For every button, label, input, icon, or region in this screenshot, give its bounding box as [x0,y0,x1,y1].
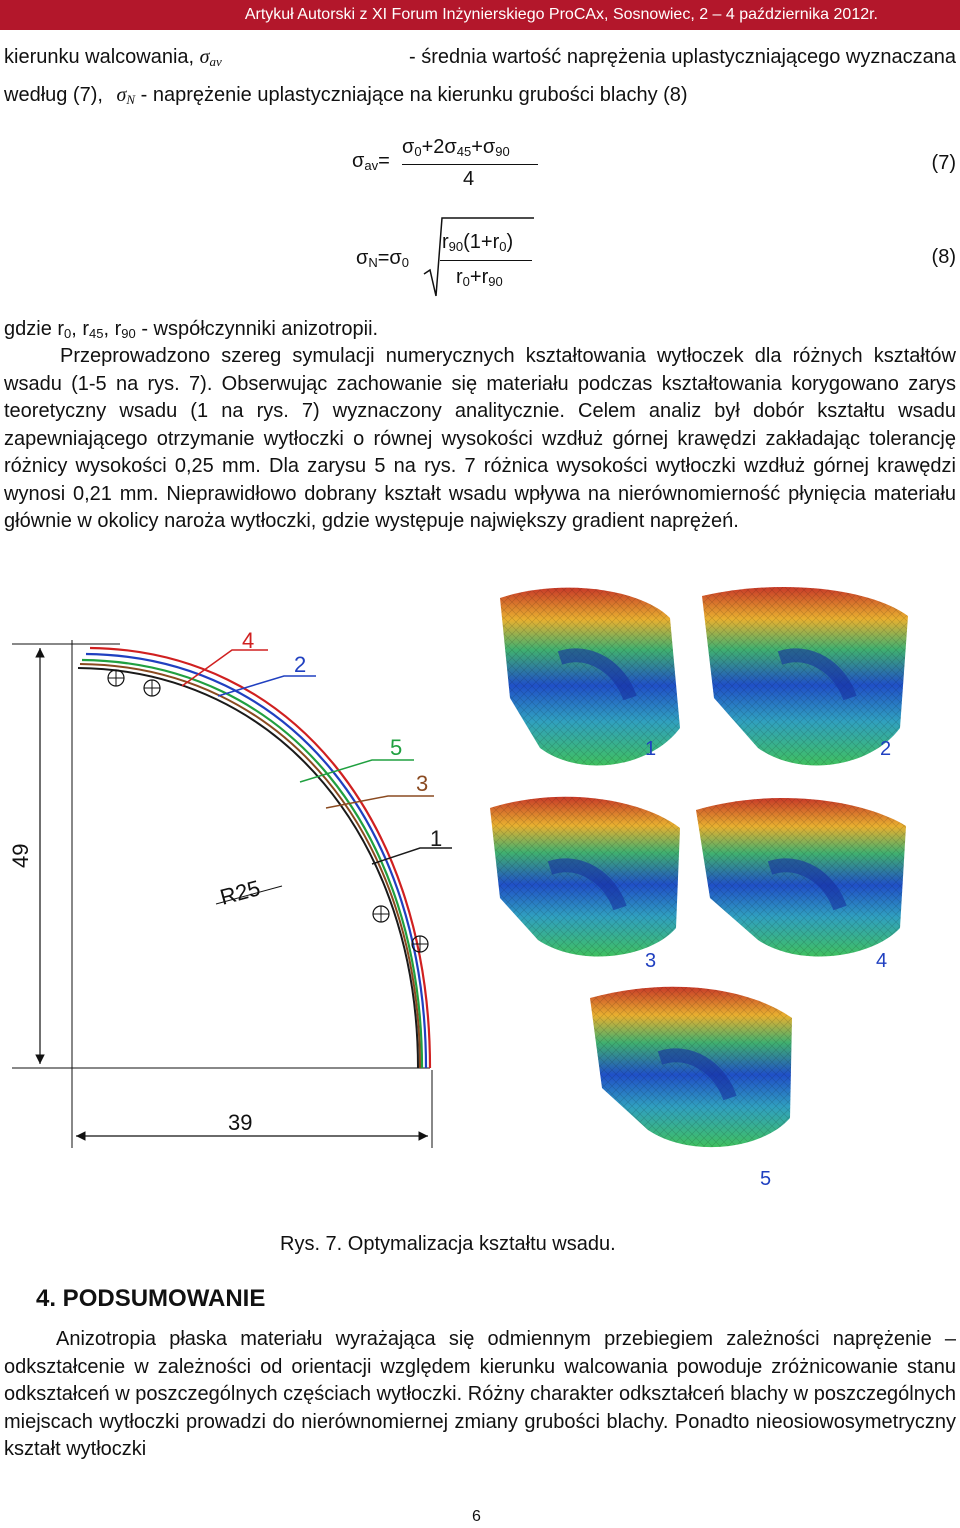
fe-label-5: 5 [760,1168,772,1190]
fe-label-1: 1 [645,738,657,760]
eq7-fraction-bar [402,164,538,165]
fe-model-3 [490,797,680,957]
contour-1 [78,668,418,1068]
contour-3 [80,664,420,1068]
fe-label-3: 3 [645,950,657,972]
contour-5 [82,660,422,1068]
sigma-av-symbol: $\sigma_{av}$ [199,46,222,69]
fe-label-4: 4 [876,950,888,972]
radius-label: R25 [217,875,263,910]
width-dimension-label: 39 [228,1110,253,1135]
eq8-number: (8) [931,246,956,268]
eq8-fraction-bar [440,260,532,261]
paragraph-1: Przeprowadzono szereg symulacji numerycznych kształtowania wytłoczek dla różnych kształtów wsadu (1-5 na rys. 7). Obserwując zachowanie się materiału podczas kształtowania korygowano zarys teoretyczny wsadu (1 na rys. 7) wyznaczony analitycznie. Celem analiz był dobór kształtu wsadu zapewniającego otrzymanie wytłoczki o równej wysokości wzdłuż górnej krawędzi zakładając tolerancję różnicy wysokości 0,25 mm. Dla zarysu 5 na rys. 7 różnica wysokości wytłoczki wzdłuż górnej krawędzi wynosi 0,21 mm. Nieprawidłowo dobrany kształt wsadu wpływa na nierównomierność płynięcia materiału głównie w okolicy naroża wytłoczki, gdzie występuje największy gradient naprężeń. [4,345,956,532]
center-mark-icon [412,936,428,952]
label-contour-5: 5 [390,735,403,760]
eq8-lhs: $\sigma_N=\sigma_0$ [356,247,409,270]
label-contour-2: 2 [294,652,307,677]
eq7-denominator: 4 [463,168,475,190]
intro-line-1 [4,46,956,70]
center-mark-icon [144,680,160,696]
intro-line-2: według (7), $\sigma_N$ - naprężenie uplastyczniające na kierunku grubości blachy (8) [4,84,688,107]
eq7-lhs: $\sigma_{av}=$ [352,150,390,173]
sigma-n-symbol: $\sigma_N$ [116,84,136,107]
gdzie-line: gdzie $r_0$, $r_{45}$, $r_{90}$ - współczynniki anizotropii. [4,318,379,341]
eq7-number: (7) [931,152,956,174]
page-header [0,0,960,30]
fe-label-2: 2 [880,738,892,760]
eq8-numerator: $r_{90}(1+r_0)$ [442,231,514,254]
intro-text-b: - średnia wartość naprężenia uplastyczniającego wyznaczana [409,46,956,68]
label-contour-3: 3 [416,771,429,796]
center-mark-icon [108,670,124,686]
eq7-numerator: $\sigma_0+2\sigma_{45}+\sigma_{90}$ [402,136,510,159]
blank-contour-drawing [0,600,460,1160]
section-title: 4. PODSUMOWANIE [36,1285,266,1312]
fe-models-figure [480,578,920,1198]
intro-text: kierunku walcowania, [4,46,195,68]
label-contour-1: 1 [430,826,443,851]
fe-model-4 [696,798,906,957]
eq8-denominator: $r_0+r_{90}$ [456,266,503,289]
page-number: 6 [472,1508,481,1525]
fe-model-2 [702,587,908,765]
header-text: Artykuł Autorski z XI Forum Inżynierskiego ProCAx, Sosnowiec, 2 – 4 października 2012r. [244,6,878,23]
figure-caption: Rys. 7. Optymalizacja kształtu wsadu. [280,1233,616,1255]
paragraph-2: Anizotropia płaska materiału wyrażająca się odmiennym przebiegiem zależności naprężenie – odkształcenie w zależności od orientacji względem kierunku walcowania powoduje zróżnicowanie stanu odkształceń w poszczególnych częściach wytłoczki. Różny charakter odkształceń blachy w poszczególnych miejscach wytłoczki prowadzi do nierównomiernej zmiany grubości blachy. Ponadto nieosiowosymetryczny kształt wytłoczki [4,1328,956,1460]
fe-model-5 [590,987,792,1147]
label-contour-4: 4 [242,628,255,653]
height-dimension-label: 49 [8,843,33,868]
center-mark-icon [373,906,389,922]
